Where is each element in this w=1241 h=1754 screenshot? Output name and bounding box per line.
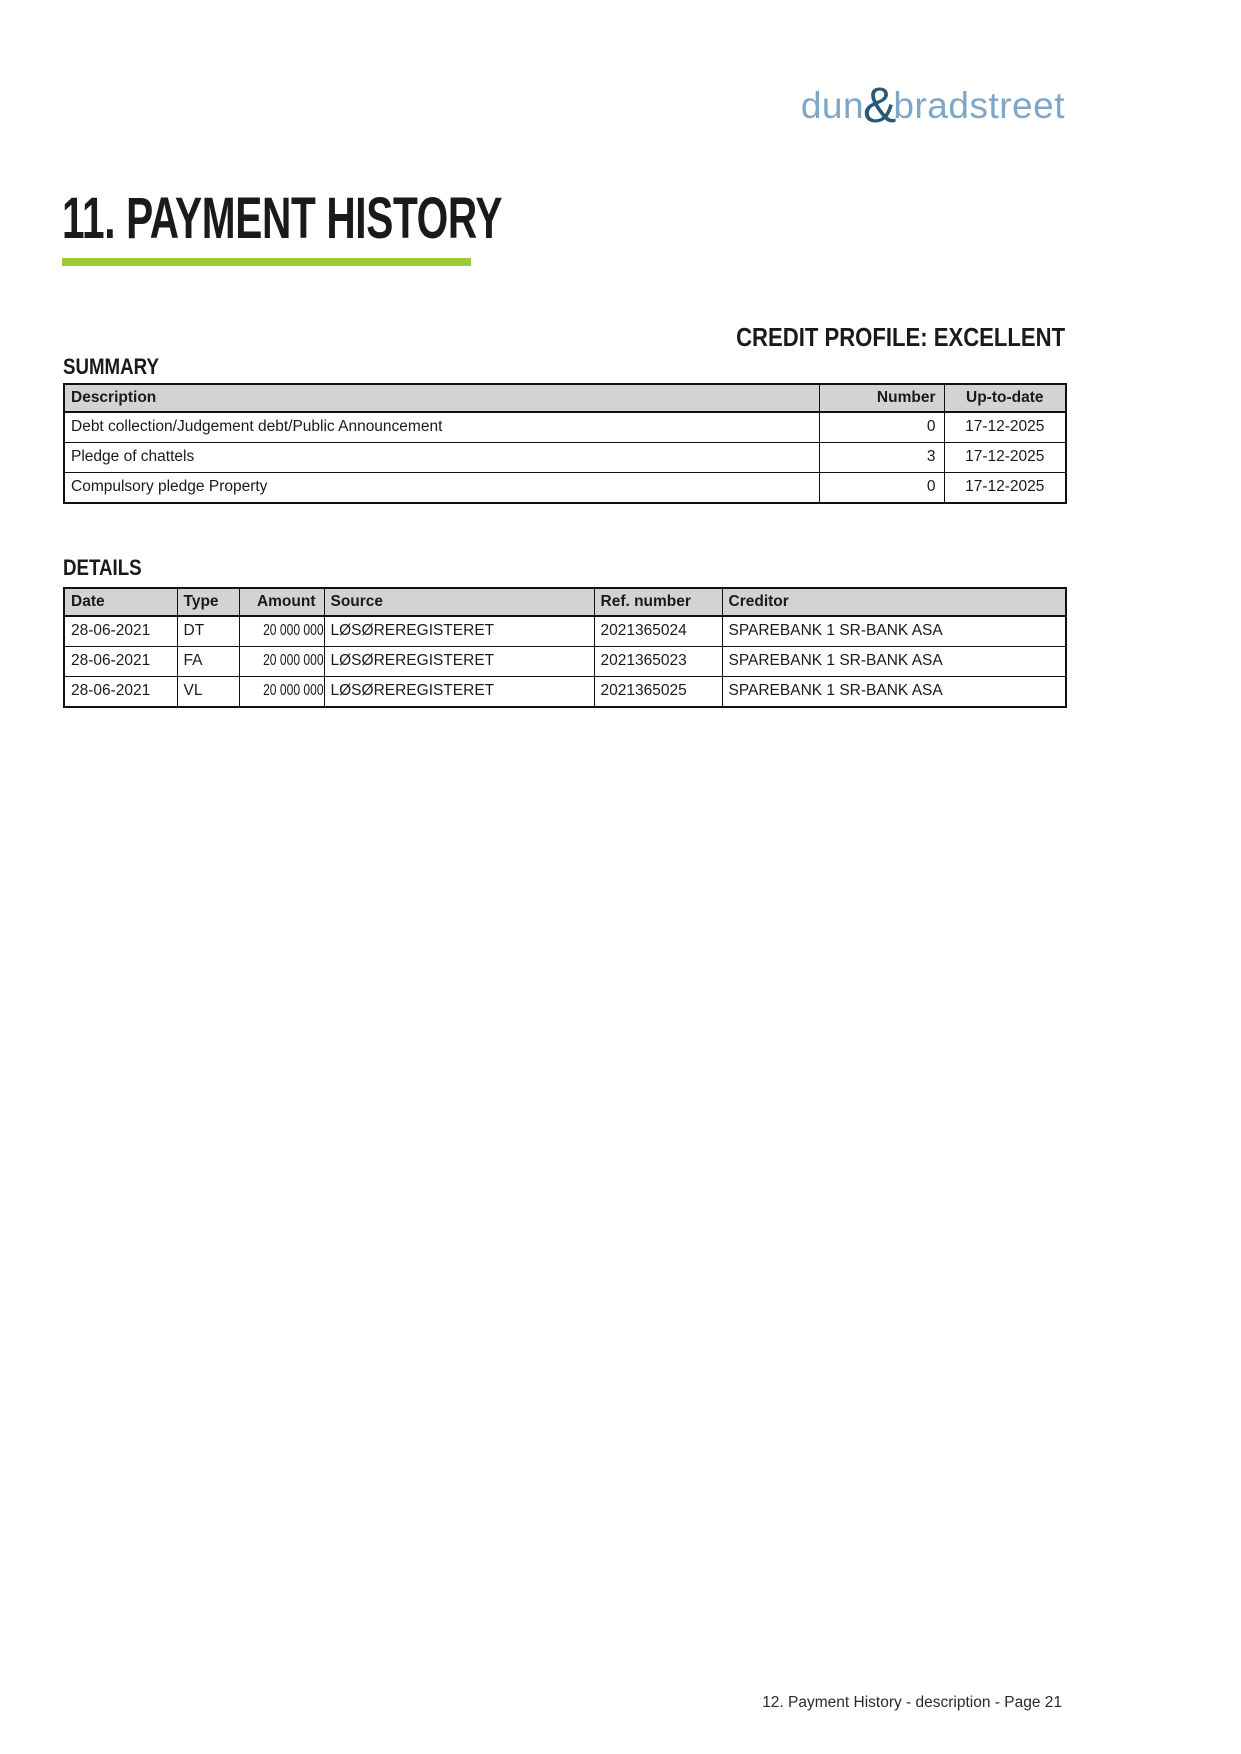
details-col-date: Date	[64, 588, 177, 616]
dun-bradstreet-logo	[800, 76, 1065, 133]
details-cell-type: FA	[177, 647, 239, 677]
details-cell-ref-number: 2021365025	[594, 677, 722, 708]
details-cell-creditor: SPAREBANK 1 SR-BANK ASA	[722, 616, 1066, 647]
summary-col-description: Description	[64, 384, 819, 412]
summary-section-heading: SUMMARY	[63, 354, 159, 379]
summary-cell-up-to-date: 17-12-2025	[944, 443, 1066, 473]
summary-cell-description: Pledge of chattels	[64, 443, 819, 473]
title-underline-bar	[62, 258, 471, 266]
summary-cell-description: Compulsory pledge Property	[64, 473, 819, 504]
credit-profile-heading: CREDIT PROFILE: EXCELLENT	[735, 322, 1065, 352]
summary-header-row	[64, 384, 1066, 412]
summary-cell-number: 0	[819, 412, 944, 443]
details-table	[63, 587, 1067, 708]
details-col-ref-number: Ref. number	[594, 588, 722, 616]
summary-cell-up-to-date: 17-12-2025	[944, 473, 1066, 504]
details-cell-amount: 20 000 000	[239, 647, 324, 677]
details-cell-date: 28-06-2021	[64, 647, 177, 677]
page-title: 11. PAYMENT HISTORY	[62, 186, 503, 251]
summary-cell-up-to-date: 17-12-2025	[944, 412, 1066, 443]
ampersand-icon: &	[863, 77, 897, 133]
details-section-heading: DETAILS	[63, 555, 142, 580]
summary-row	[64, 443, 1066, 473]
details-cell-ref-number: 2021365024	[594, 616, 722, 647]
details-cell-amount: 20 000 000	[239, 616, 324, 647]
summary-col-up-to-date: Up-to-date	[944, 384, 1066, 412]
details-row	[64, 677, 1066, 708]
summary-row	[64, 412, 1066, 443]
details-col-type: Type	[177, 588, 239, 616]
details-row	[64, 616, 1066, 647]
details-cell-type: DT	[177, 616, 239, 647]
details-col-source: Source	[324, 588, 594, 616]
details-row	[64, 647, 1066, 677]
summary-table	[63, 383, 1067, 504]
details-cell-date: 28-06-2021	[64, 677, 177, 708]
details-cell-source: LØSØREREGISTERET	[324, 677, 594, 708]
page-footer: 12. Payment History - description - Page 21	[762, 1694, 1062, 1711]
details-col-creditor: Creditor	[722, 588, 1066, 616]
summary-cell-number: 3	[819, 443, 944, 473]
summary-row	[64, 473, 1066, 504]
details-cell-date: 28-06-2021	[64, 616, 177, 647]
details-cell-type: VL	[177, 677, 239, 708]
summary-cell-description: Debt collection/Judgement debt/Public Announcement	[64, 412, 819, 443]
logo-word-dun: dun	[800, 85, 865, 126]
summary-cell-number: 0	[819, 473, 944, 504]
details-header-row	[64, 588, 1066, 616]
details-cell-creditor: SPAREBANK 1 SR-BANK ASA	[722, 647, 1066, 677]
details-cell-source: LØSØREREGISTERET	[324, 616, 594, 647]
summary-col-number: Number	[819, 384, 944, 412]
details-cell-creditor: SPAREBANK 1 SR-BANK ASA	[722, 677, 1066, 708]
details-cell-amount: 20 000 000	[239, 677, 324, 708]
details-col-amount: Amount	[239, 588, 324, 616]
details-cell-ref-number: 2021365023	[594, 647, 722, 677]
logo-word-bradstreet: bradstreet	[893, 85, 1065, 126]
details-cell-source: LØSØREREGISTERET	[324, 647, 594, 677]
